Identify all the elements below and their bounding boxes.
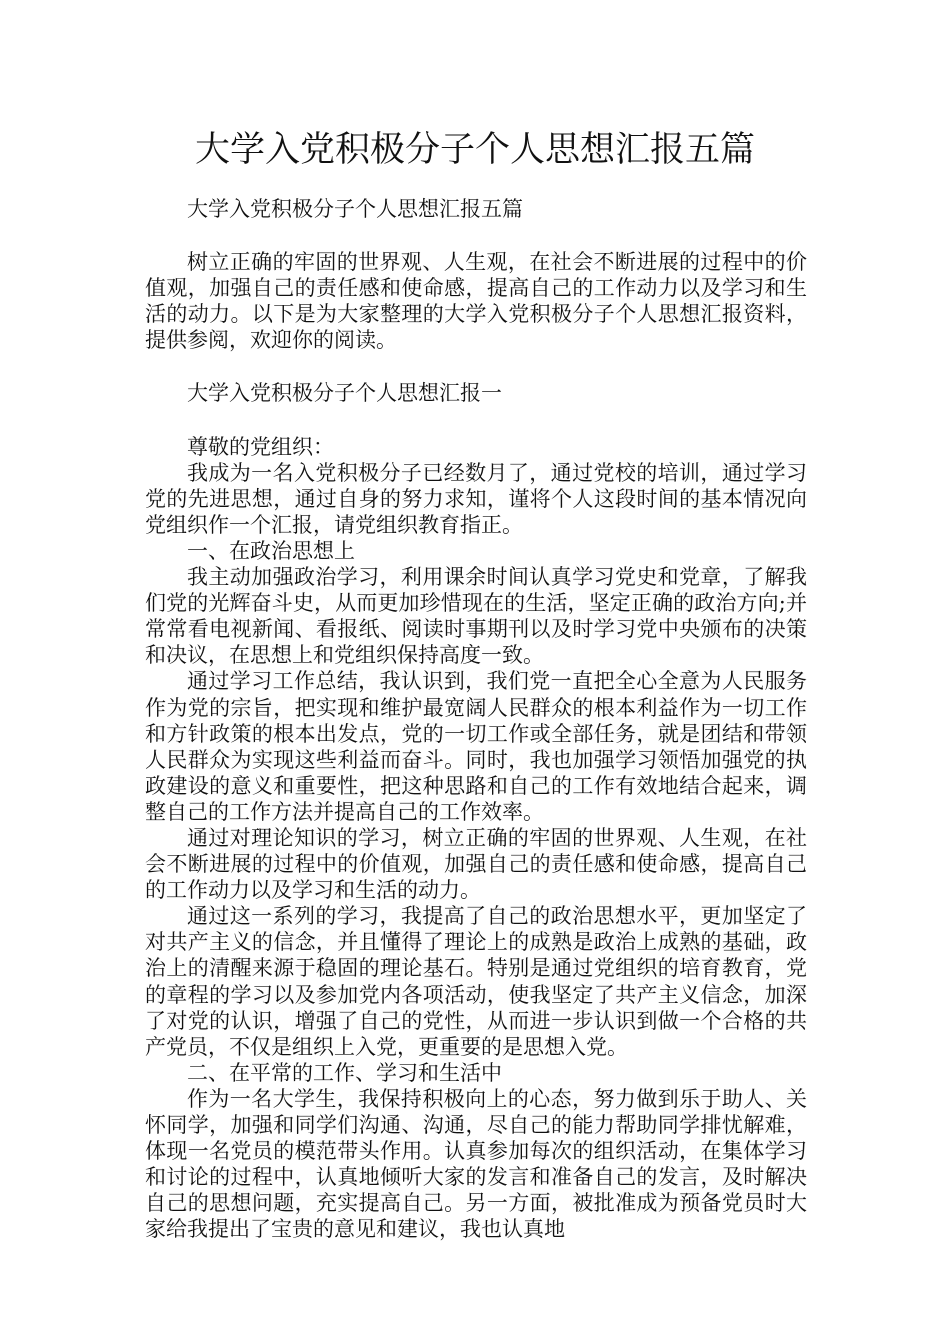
subheading-political-thought: 一、在政治思想上 xyxy=(187,538,355,563)
body-paragraph: 通过学习工作总结，我认识到，我们党一直把全心全意为人民服务作为党的宗旨，把实现和维护最宽阔人民群众的根本利益作为一切工作和方针政策的根本出发点，党的一切工作或全部任务，就是团结和带领人民群众为实现这些利益而奋斗。同时，我也加强学习领悟加强党的执政建设的意义和重要性，把这种思路和自己的工作有效地结合起来，调整自己的工作方法并提高自己的工作效率。 xyxy=(145,669,807,824)
body-paragraph: 通过这一系列的学习，我提高了自己的政治思想水平，更加坚定了对共产主义的信念，并且懂得了理论上的成熟是政治上成熟的基础，政治上的清醒来源于稳固的理论基石。特别是通过党组织的培育教育，党的章程的学习以及参加党内各项活动，使我坚定了共产主义信念，加深了对党的认识，增强了自己的党性，从而进一步认识到做一个合格的共产党员，不仅是组织上入党，更重要的是思想入党。 xyxy=(145,904,807,1059)
body-paragraph: 我主动加强政治学习，利用课余时间认真学习党史和党章，了解我们党的光辉奋斗史，从而更加珍惜现在的生活，坚定正确的政治方向;并常常看电视新闻、看报纸、阅读时事期刊以及时学习党中央颁布的决策和决议，在思想上和党组织保持高度一致。 xyxy=(145,565,807,668)
document-body xyxy=(145,196,807,1242)
document-title: 大学入党积极分子个人思想汇报五篇 xyxy=(194,130,755,170)
body-paragraph: 我成为一名入党积极分子已经数月了，通过党校的培训，通过学习党的先进思想，通过自身的努力求知，谨将个人这段时间的基本情况向党组织作一个汇报，请党组织教育指正。 xyxy=(145,460,807,537)
body-paragraph: 作为一名大学生，我保持积极向上的心态，努力做到乐于助人、关怀同学，加强和同学们沟通、沟通，尽自己的能力帮助同学排忧解难，体现一名党员的模范带头作用。认真参加每次的组织活动，在集体学习和讨论的过程中，认真地倾听大家的发言和准备自己的发言，及时解决自己的思想问题，充实提高自己。另一方面，被批准成为预备党员时大家给我提出了宝贵的意见和建议，我也认真地 xyxy=(145,1086,807,1242)
section-heading-report-one: 大学入党积极分子个人思想汇报一 xyxy=(187,381,502,406)
subtitle-paragraph: 大学入党积极分子个人思想汇报五篇 xyxy=(187,197,523,221)
intro-paragraph: 树立正确的牢固的世界观、人生观，在社会不断进展的过程中的价值观，加强自己的责任感和使命感，提高自己的工作动力以及学习和生活的动力。以下是为大家整理的大学入党积极分子个人思想汇报资料，提供参阅，欢迎你的阅读。 xyxy=(145,250,807,353)
salutation: 尊敬的党组织： xyxy=(187,434,334,459)
subheading-daily-work-study: 二、在平常的工作、学习和生活中 xyxy=(187,1060,502,1085)
body-paragraph: 通过对理论知识的学习，树立正确的牢固的世界观、人生观，在社会不断进展的过程中的价值观，加强自己的责任感和使命感，提高自己的工作动力以及学习和生活的动力。 xyxy=(145,825,807,903)
